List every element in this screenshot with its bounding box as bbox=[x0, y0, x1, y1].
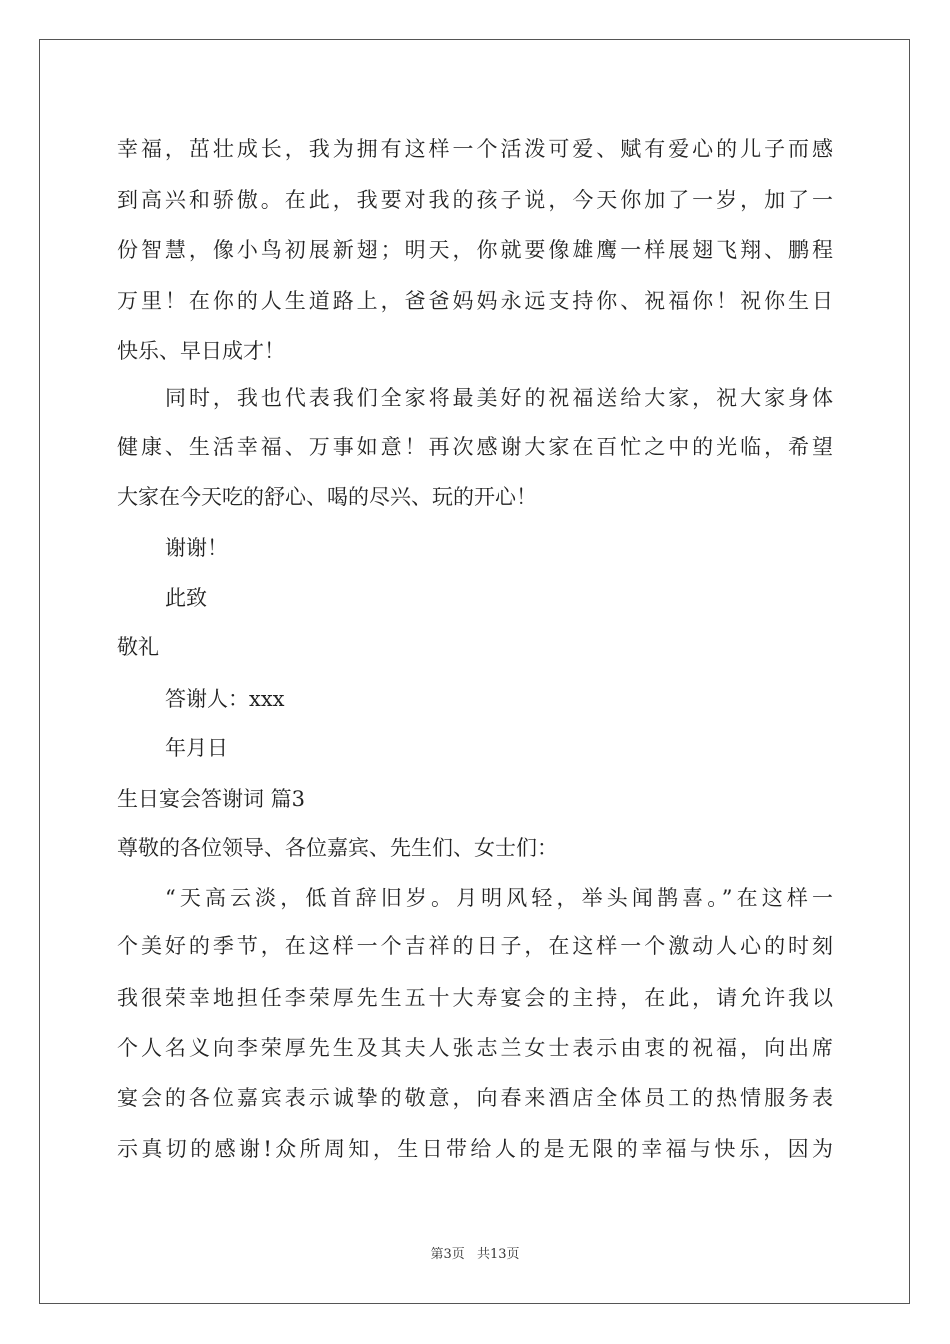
paragraph-start: 同时，我也代表我们全家将最美好的祝福送给大家，祝大家身体 bbox=[165, 386, 833, 410]
text-line: 大家在今天吃的舒心、喝的尽兴、玩的开心！ bbox=[117, 485, 537, 509]
paragraph-start: “天高云淡，低首辞旧岁。月明风轻，举头闻鹊喜。”在这样一 bbox=[165, 886, 833, 910]
text-line: 份智慧，像小鸟初展新翅；明天，你就要像雄鹰一样展翅飞翔、鹏程 bbox=[117, 238, 833, 262]
text-line: 个美好的季节，在这样一个吉祥的日子，在这样一个激动人心的时刻 bbox=[117, 934, 833, 958]
salute-line: 敬礼 bbox=[117, 635, 159, 659]
section-heading: 生日宴会答谢词 篇3 bbox=[117, 787, 306, 811]
text-line: 我很荣幸地担任李荣厚先生五十大寿宴会的主持，在此，请允许我以 bbox=[117, 986, 833, 1010]
page-total: 共13页 bbox=[476, 1247, 520, 1262]
page-number: 第3页 bbox=[430, 1247, 465, 1262]
text-line: 快乐、早日成才！ bbox=[117, 339, 285, 363]
text-line: 万里！在你的人生道路上，爸爸妈妈永远支持你、祝福你！祝你生日 bbox=[117, 289, 833, 313]
text-line: 幸福，茁壮成长，我为拥有这样一个活泼可爱、赋有爱心的儿子而感 bbox=[117, 137, 833, 161]
closing-line: 此致 bbox=[165, 586, 207, 610]
text-line: 健康、生活幸福、万事如意！再次感谢大家在百忙之中的光临，希望 bbox=[117, 435, 833, 459]
salutation-line: 尊敬的各位领导、各位嘉宾、先生们、女士们： bbox=[117, 836, 558, 860]
page-border bbox=[39, 39, 910, 1304]
text-line: 宴会的各位嘉宾表示诚挚的敬意，向春来酒店全体员工的热情服务表 bbox=[117, 1086, 833, 1110]
thanks-line: 谢谢！ bbox=[165, 536, 228, 560]
date-line: 年月日 bbox=[165, 736, 228, 760]
text-line: 个人名义向李荣厚先生及其夫人张志兰女士表示由衷的祝福，向出席 bbox=[117, 1036, 833, 1060]
page-footer bbox=[0, 1246, 950, 1264]
text-line: 示真切的感谢!众所周知，生日带给人的是无限的幸福与快乐，因为 bbox=[117, 1137, 833, 1161]
signature-line: 答谢人：xxx bbox=[165, 687, 285, 711]
text-line: 到高兴和骄傲。在此，我要对我的孩子说，今天你加了一岁，加了一 bbox=[117, 188, 833, 212]
